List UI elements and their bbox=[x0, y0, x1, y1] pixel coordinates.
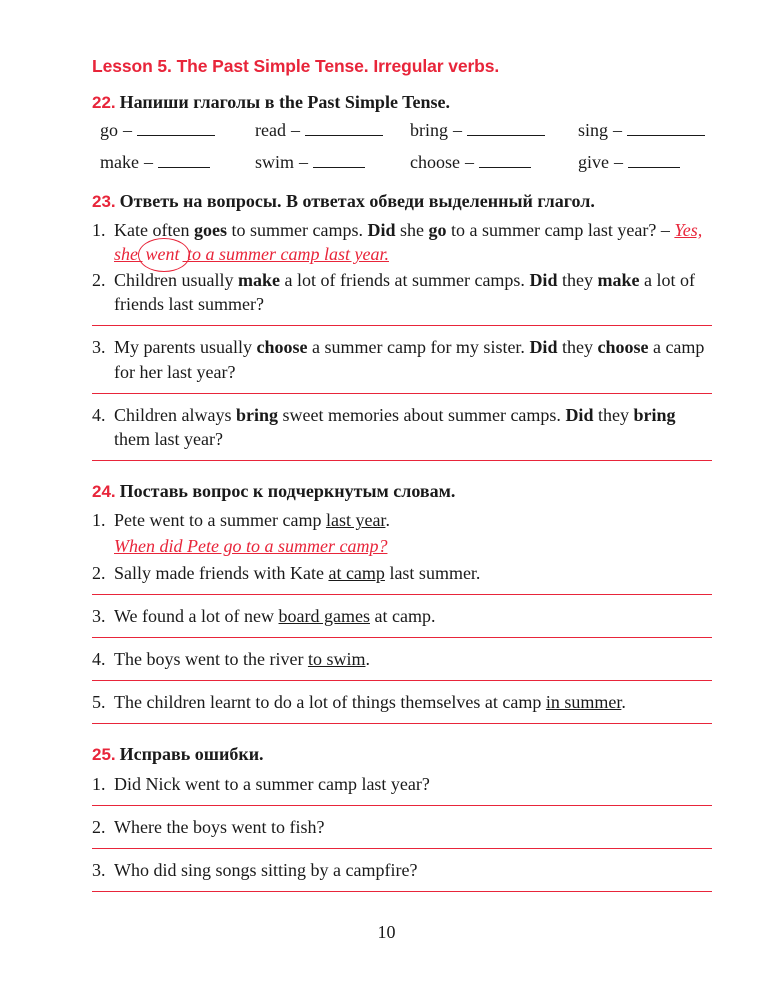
item-body bbox=[114, 218, 712, 266]
verb-dash: – bbox=[464, 151, 474, 172]
answer-line[interactable] bbox=[92, 594, 712, 595]
verb-row bbox=[100, 152, 700, 178]
spacer bbox=[92, 470, 712, 480]
list-item bbox=[92, 647, 712, 671]
handwritten-answer[interactable]: When did Pete go to a summer camp? bbox=[114, 536, 388, 557]
sentence-text: last summer. bbox=[384, 562, 481, 583]
page-number: 10 bbox=[377, 922, 396, 942]
item-number: 1. bbox=[92, 510, 106, 531]
verb-answer-grid bbox=[100, 120, 700, 178]
answer-line[interactable] bbox=[92, 848, 712, 849]
emphasised-verb: goes bbox=[193, 220, 227, 240]
item-number: 5. bbox=[92, 691, 106, 712]
emphasised-verb: bring bbox=[235, 404, 278, 425]
underlined-phrase: to swim bbox=[307, 648, 366, 669]
item-number: 2. bbox=[92, 270, 106, 291]
item-body bbox=[114, 508, 712, 532]
list-item bbox=[92, 858, 712, 882]
emphasised-verb: choose bbox=[597, 337, 649, 358]
list-item bbox=[92, 403, 712, 451]
verb-item-bring bbox=[410, 120, 545, 141]
sentence-text: sweet memories about summer camps. bbox=[278, 404, 566, 425]
exercise-25-instruction: Исправь ошибки. bbox=[119, 744, 264, 765]
item-number: 4. bbox=[92, 648, 106, 669]
sentence-text: to a summer camp last year? – bbox=[446, 220, 675, 240]
sentence-text: Pete went to a summer camp bbox=[114, 510, 326, 531]
item-number: 4. bbox=[92, 404, 106, 425]
sentence-text: a lot of friends at summer camps. bbox=[280, 270, 530, 291]
item-number: 2. bbox=[92, 816, 106, 837]
sentence-text: a lot of friends last summer? bbox=[114, 270, 695, 315]
list-item bbox=[92, 561, 712, 585]
answer-line[interactable] bbox=[92, 805, 712, 806]
emphasised-verb: Did bbox=[529, 270, 558, 291]
exercise-22-instruction-italic: the Past Simple Tense. bbox=[278, 92, 450, 112]
item-number: 3. bbox=[92, 859, 106, 880]
sentence-text: they bbox=[593, 404, 634, 425]
verb-row bbox=[100, 120, 700, 146]
list-item bbox=[92, 772, 712, 796]
emphasised-verb: make bbox=[238, 270, 280, 291]
handwritten-answer-row bbox=[92, 534, 712, 558]
sentence-text: them last year? bbox=[114, 428, 223, 449]
verb-word: give bbox=[578, 151, 609, 172]
list-item bbox=[92, 268, 712, 316]
underlined-phrase: board games bbox=[278, 605, 370, 626]
verb-item-go bbox=[100, 120, 215, 141]
underlined-phrase: at camp bbox=[328, 562, 385, 583]
verb-word: make bbox=[100, 151, 139, 172]
verb-word: read bbox=[255, 119, 286, 140]
answer-pre: Yes, she bbox=[114, 220, 703, 265]
exercise-24-instruction: Поставь вопрос к подчеркнутым словам. bbox=[119, 480, 456, 501]
answer-line[interactable] bbox=[92, 723, 712, 724]
exercise-24-list bbox=[92, 508, 712, 724]
sentence-text: at camp. bbox=[369, 605, 436, 626]
verb-word: go bbox=[100, 119, 118, 140]
sentence-text: a camp for her last year? bbox=[114, 337, 705, 382]
verb-dash: – bbox=[613, 119, 623, 140]
verb-answer-blank[interactable] bbox=[627, 120, 705, 136]
sentence-text: they bbox=[557, 270, 598, 291]
verb-dash: – bbox=[143, 151, 153, 172]
exercise-23-number: 23. bbox=[92, 191, 116, 211]
verb-item-choose bbox=[410, 152, 531, 173]
item-body: Who did sing songs sitting by a campfire? bbox=[114, 859, 418, 880]
item-body: Did Nick went to a summer camp last year? bbox=[114, 773, 430, 794]
sentence-text: Children always bbox=[114, 404, 236, 425]
item-number: 3. bbox=[92, 337, 106, 358]
exercise-25-number: 25. bbox=[92, 745, 116, 765]
sentence-text: . bbox=[365, 648, 370, 669]
answer-line[interactable] bbox=[92, 393, 712, 394]
list-item bbox=[92, 815, 712, 839]
page-title: Lesson 5. The Past Simple Tense. Irregular verbs. bbox=[92, 56, 500, 76]
answer-post: to a summer camp last year. bbox=[182, 244, 389, 265]
verb-answer-blank[interactable] bbox=[313, 152, 365, 168]
verb-item-swim bbox=[255, 152, 365, 173]
answer-line[interactable] bbox=[92, 637, 712, 638]
item-body bbox=[114, 647, 712, 671]
list-item bbox=[92, 690, 712, 714]
sentence-text: Children usually bbox=[114, 270, 238, 291]
exercise-23-heading bbox=[92, 190, 712, 213]
item-number: 1. bbox=[92, 773, 106, 794]
sentence-text: We found a lot of new bbox=[114, 605, 279, 626]
verb-item-read bbox=[255, 120, 383, 141]
underlined-phrase: last year bbox=[325, 510, 386, 531]
exercise-25 bbox=[92, 743, 712, 892]
underlined-phrase: in summer bbox=[545, 691, 622, 712]
answer-line[interactable] bbox=[92, 680, 712, 681]
emphasised-verb: Did bbox=[367, 220, 396, 240]
verb-word: sing bbox=[578, 119, 609, 140]
sentence-text: a summer camp for my sister. bbox=[307, 337, 530, 358]
exercise-25-list bbox=[92, 772, 712, 892]
emphasised-verb: Did bbox=[529, 337, 558, 358]
verb-answer-blank[interactable] bbox=[479, 152, 531, 168]
sentence-text: The children learnt to do a lot of things themselves at camp bbox=[114, 691, 546, 712]
emphasised-verb: choose bbox=[256, 337, 308, 358]
answer-line[interactable] bbox=[92, 460, 712, 461]
item-number: 3. bbox=[92, 605, 106, 626]
sentence-text: The boys went to the river bbox=[114, 648, 308, 669]
sentence-text: Kate often bbox=[114, 220, 194, 240]
sentence-text: Sally made friends with Kate bbox=[114, 562, 329, 583]
verb-item-make bbox=[100, 152, 210, 173]
item-body bbox=[114, 268, 712, 316]
exercise-22-instruction: Напиши глаголы в bbox=[119, 92, 279, 112]
sentence-text: to summer camps. bbox=[226, 220, 368, 240]
exercise-23-instruction: Ответь на вопросы. В ответах обведи выделенный глагол. bbox=[119, 190, 595, 211]
verb-item-sing bbox=[578, 120, 705, 141]
emphasised-verb: make bbox=[597, 270, 640, 291]
exercise-24-heading bbox=[92, 480, 712, 503]
list-item bbox=[92, 604, 712, 628]
verb-dash: – bbox=[123, 119, 132, 140]
verb-dash: – bbox=[453, 119, 462, 140]
emphasised-verb: bring bbox=[633, 404, 676, 425]
circled-verb bbox=[143, 242, 183, 266]
spacer bbox=[92, 733, 712, 743]
sentence-text: . bbox=[385, 510, 390, 531]
item-body bbox=[114, 335, 712, 383]
item-body bbox=[114, 403, 712, 451]
exercise-22-heading bbox=[92, 91, 712, 114]
item-body: Where the boys went to fish? bbox=[114, 816, 325, 837]
verb-answer-blank[interactable] bbox=[628, 152, 680, 168]
exercise-25-heading bbox=[92, 743, 712, 766]
emphasised-verb: go bbox=[428, 220, 447, 240]
verb-item-give bbox=[578, 152, 680, 173]
item-body bbox=[114, 604, 712, 628]
emphasised-verb: Did bbox=[565, 404, 594, 425]
item-body bbox=[114, 561, 712, 585]
page-content bbox=[92, 56, 712, 901]
verb-answer-blank[interactable] bbox=[305, 120, 383, 136]
sentence-text: she bbox=[395, 220, 429, 240]
list-item bbox=[92, 508, 712, 532]
sentence-text: they bbox=[557, 337, 598, 358]
sentence-text: My parents usually bbox=[114, 337, 257, 358]
answer-line[interactable] bbox=[92, 891, 712, 892]
exercise-24-number: 24. bbox=[92, 481, 116, 501]
item-number: 1. bbox=[92, 220, 106, 240]
exercise-24 bbox=[92, 480, 712, 724]
verb-word: choose bbox=[410, 151, 460, 172]
sentence-text: . bbox=[621, 691, 626, 712]
verb-answer-blank[interactable] bbox=[467, 120, 545, 136]
verb-answer-blank[interactable] bbox=[137, 120, 215, 136]
exercise-23-list bbox=[92, 218, 712, 461]
verb-word: swim bbox=[255, 151, 295, 172]
item-number: 2. bbox=[92, 562, 106, 583]
list-item bbox=[92, 218, 712, 266]
verb-dash: – bbox=[290, 119, 300, 140]
exercise-22 bbox=[92, 91, 712, 178]
item-body bbox=[114, 690, 712, 714]
answer-line[interactable] bbox=[92, 325, 712, 326]
exercise-22-number: 22. bbox=[92, 93, 116, 112]
verb-word: bring bbox=[410, 119, 448, 140]
verb-answer-blank[interactable] bbox=[158, 152, 210, 168]
exercise-23 bbox=[92, 190, 712, 461]
circled-verb-text: went bbox=[145, 244, 180, 265]
list-item bbox=[92, 335, 712, 383]
verb-dash: – bbox=[299, 151, 309, 172]
verb-dash: – bbox=[614, 151, 623, 172]
